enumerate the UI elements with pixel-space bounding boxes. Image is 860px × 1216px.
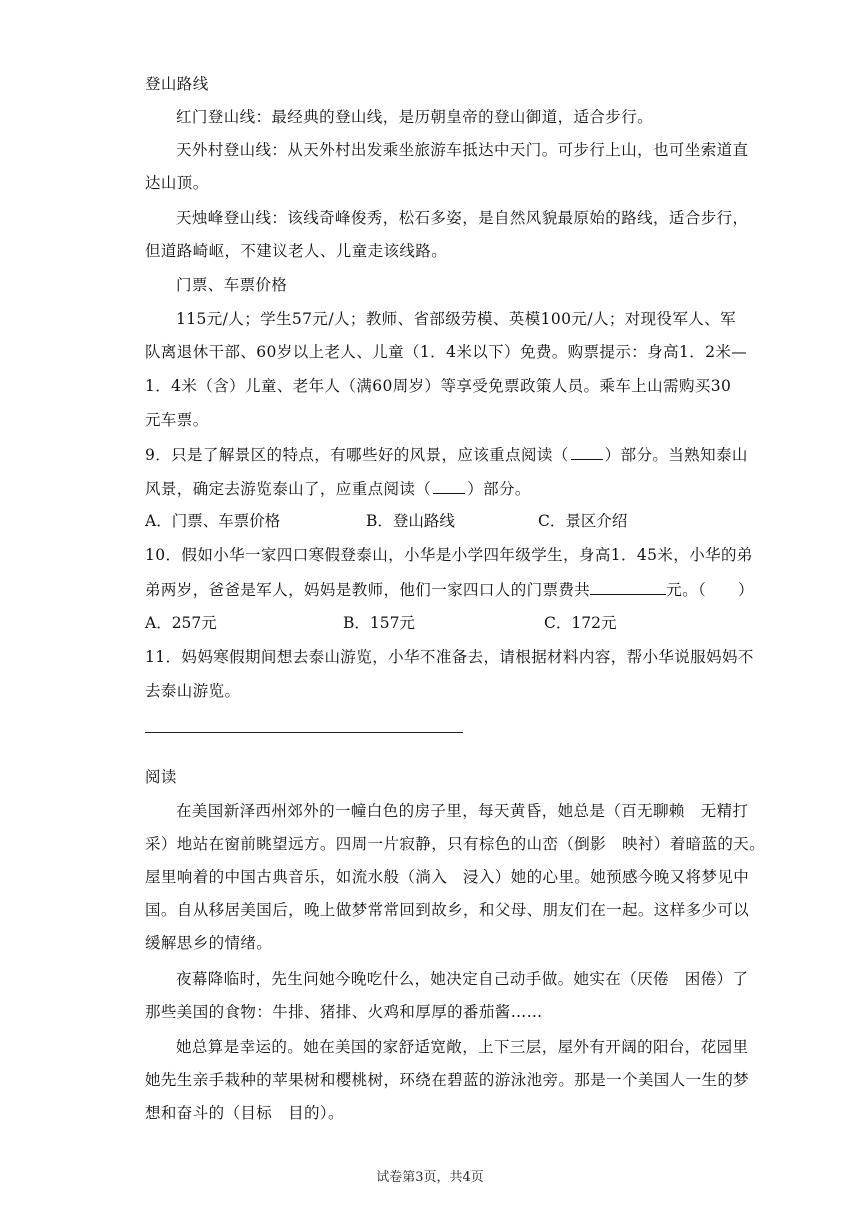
route-line-tianzhu: 天烛峰登山线：该线奇峰俊秀，松石多姿，是自然风貌最原始的路线，适合步行，: [176, 209, 749, 227]
reading-line: 采）地站在窗前眺望远方。四周一片寂静，只有棕色的山峦（倒影 映衬）着暗蓝的天。: [145, 835, 766, 853]
question-10-line1: 10．假如小华一家四口寒假登泰山，小华是小学四年级学生，身高1．45米，小华的弟: [145, 546, 753, 564]
q9-option-b[interactable]: B．登山路线: [366, 512, 455, 530]
answer-blank[interactable]: [590, 579, 666, 595]
q9-option-a[interactable]: A．门票、车票价格: [145, 512, 281, 530]
reading-line: 国。自从移居美国后，晚上做梦常常回到故乡，和父母、朋友们在一起。这样多少可以: [145, 901, 750, 919]
reading-title: 阅读: [145, 768, 177, 786]
ticket-line: 115元/人；学生57元/人；教师、省部级劳模、英模100元/人；对现役军人、军: [176, 310, 737, 328]
question-10-text: 弟两岁，爸爸是军人，妈妈是教师，他们一家四口人的门票费共: [145, 581, 591, 599]
q10-option-c[interactable]: C．172元: [544, 614, 617, 632]
question-10-text: 元。（ ）: [666, 581, 754, 599]
reading-line: 她先生亲手栽种的苹果树和樱桃树，环绕在碧蓝的游泳池旁。那是一个美国人一生的梦: [145, 1071, 750, 1089]
ticket-title: 门票、车票价格: [176, 276, 288, 294]
route-line-tianzhu-cont: 但道路崎岖，不建议老人、儿童走该线路。: [145, 242, 448, 260]
reading-line: 在美国新泽西州郊外的一幢白色的房子里，每天黄昏，她总是（百无聊赖 无精打: [176, 802, 749, 820]
answer-blank[interactable]: [433, 478, 465, 494]
question-11-line1: 11．妈妈寒假期间想去泰山游览，小华不准备去，请根据材料内容，帮小华说服妈妈不: [145, 648, 754, 666]
question-9-text: ）部分。当熟知泰山: [604, 446, 748, 464]
reading-line: 缓解思乡的情绪。: [145, 934, 273, 952]
route-line-hongmen: 红门登山线：最经典的登山线，是历朝皇帝的登山御道，适合步行。: [176, 108, 654, 126]
question-9-text: ）部分。: [467, 480, 531, 498]
ticket-line: 1．4米（含）儿童、老年人（满60周岁）等享受免票政策人员。乘车上山需购买30: [145, 377, 732, 395]
section-route-title: 登山路线: [145, 75, 209, 93]
question-9-line2: [145, 478, 531, 499]
ticket-line: 元车票。: [145, 411, 209, 429]
question-9-text: 9．只是了解景区的特点，有哪些好的风景，应该重点阅读（: [145, 446, 569, 464]
reading-line: 那些美国的食物：牛排、猪排、火鸡和厚厚的番茄酱……: [145, 1003, 543, 1021]
route-line-tianwai-cont: 达山顶。: [145, 174, 209, 192]
q10-option-b[interactable]: B．157元: [343, 614, 415, 632]
question-10-line2: [145, 579, 754, 600]
reading-line: 想和奋斗的（目标 目的）。: [145, 1104, 344, 1122]
reading-line: 夜幕降临时，先生问她今晚吃什么，她决定自己动手做。她实在（厌倦 困倦）了: [176, 970, 749, 988]
q9-option-c[interactable]: C．景区介绍: [538, 512, 628, 530]
ticket-line: 队离退休干部、60岁以上老人、儿童（1．4米以下）免费。购票提示：身高1．2米—: [145, 343, 748, 361]
answer-line[interactable]: [145, 732, 463, 733]
q10-option-a[interactable]: A．257元: [145, 614, 217, 632]
answer-blank[interactable]: [571, 444, 603, 460]
reading-line: 她总算是幸运的。她在美国的家舒适宽敞，上下三层，屋外有开阔的阳台，花园里: [176, 1038, 749, 1056]
route-line-tianwai: 天外村登山线：从天外村出发乘坐旅游车抵达中天门。可步行上山，也可坐索道直: [176, 141, 749, 159]
reading-line: 屋里响着的中国古典音乐，如流水般（淌入 浸入）她的心里。她预感今晚又将梦见中: [145, 868, 750, 886]
question-11-line2: 去泰山游览。: [145, 682, 241, 700]
question-9-text: 风景，确定去游览泰山了，应重点阅读（: [145, 480, 432, 498]
question-9-line1: [145, 444, 748, 465]
page-footer: 试卷第3页，共4页: [376, 1170, 484, 1185]
